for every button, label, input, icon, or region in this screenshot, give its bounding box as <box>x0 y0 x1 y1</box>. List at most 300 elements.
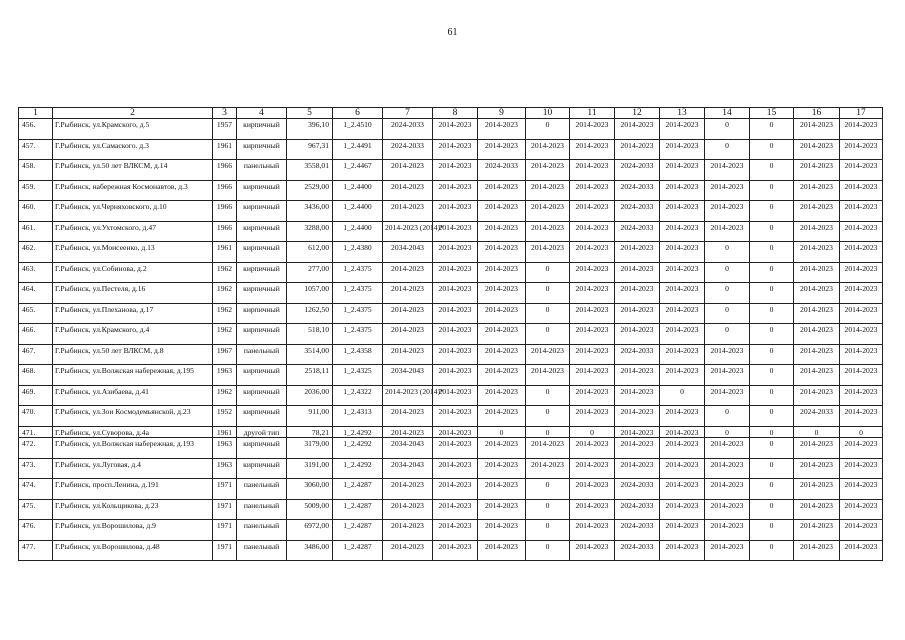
housing-register-table <box>18 107 883 561</box>
table-cell: 1_2.4375 <box>333 324 383 345</box>
table-cell: 2034-2043 <box>383 365 433 386</box>
table-cell: 2014-2023 <box>478 303 526 324</box>
table-row <box>19 180 883 201</box>
table-cell: 2014-2023 <box>478 479 526 500</box>
table-cell: 2014-2023 <box>705 499 750 520</box>
table-cell: 2014-2023 <box>660 344 705 365</box>
table-cell: 2014-2023 <box>478 385 526 406</box>
area-cell: 3179,00 <box>287 438 333 459</box>
table-cell: 2014-2023 <box>705 458 750 479</box>
table-cell: 2014-2023 <box>615 242 660 263</box>
table-cell: 2014-2023 <box>615 324 660 345</box>
table-cell: 2024-2033 <box>615 160 660 181</box>
table-body <box>19 119 883 561</box>
table-cell: кирпичный <box>237 201 287 222</box>
address-cell: Г.Рыбинск, ул.Черняховского, д.10 <box>53 201 213 222</box>
table-cell: кирпичный <box>237 385 287 406</box>
table-cell: 2014-2023 <box>433 520 478 541</box>
table-cell: 1967 <box>213 344 237 365</box>
table-row <box>19 540 883 561</box>
table-cell: 2014-2023 <box>794 160 840 181</box>
area-cell: 518,10 <box>287 324 333 345</box>
table-cell: 2014-2023 <box>794 139 840 160</box>
area-cell: 2036,00 <box>287 385 333 406</box>
table-cell: 0 <box>794 426 840 438</box>
table-cell: 2024-2033 <box>615 344 660 365</box>
column-header-11: 11 <box>570 108 615 119</box>
area-cell: 5009,00 <box>287 499 333 520</box>
column-header-15: 15 <box>750 108 794 119</box>
table-cell: 2014-2023 <box>794 344 840 365</box>
table-cell: 1962 <box>213 324 237 345</box>
table-row <box>19 201 883 222</box>
table-cell: 2014-2023 <box>660 180 705 201</box>
table-cell: 2014-2023 <box>433 303 478 324</box>
table-cell: панельный <box>237 344 287 365</box>
table-cell: 2014-2023 <box>660 438 705 459</box>
table-cell: 0 <box>526 479 570 500</box>
table-cell: 0 <box>705 242 750 263</box>
table-cell: 2014-2023 <box>570 540 615 561</box>
table-cell: панельный <box>237 520 287 541</box>
table-cell: 2014-2023 <box>478 283 526 304</box>
table-cell: 2014-2023 <box>526 180 570 201</box>
table-cell: 2014-2023 <box>570 160 615 181</box>
table-cell: 1971 <box>213 540 237 561</box>
column-header-14: 14 <box>705 108 750 119</box>
table-cell: 2014-2023 <box>840 221 883 242</box>
table-cell: 2014-2023 <box>478 365 526 386</box>
address-cell: Г.Рыбинск, ул.Пестеля, д.16 <box>53 283 213 304</box>
table-cell: 2014-2023 <box>526 221 570 242</box>
table-cell: 1962 <box>213 303 237 324</box>
table-cell: 2014-2023 <box>660 499 705 520</box>
table-cell: 2014-2023 <box>383 499 433 520</box>
table-cell: 1963 <box>213 365 237 386</box>
table-cell: 2014-2023 <box>840 458 883 479</box>
table-cell: 2014-2023 <box>794 499 840 520</box>
row-number-cell: 458. <box>19 160 53 181</box>
table-row <box>19 242 883 263</box>
address-cell: Г.Рыбинск, ул.Крамского, д.5 <box>53 119 213 140</box>
table-cell: 1957 <box>213 119 237 140</box>
table-cell: 2014-2023 <box>615 283 660 304</box>
address-cell: Г.Рыбинск, ул.Моисеенко, д.13 <box>53 242 213 263</box>
table-cell: 2014-2023 <box>433 540 478 561</box>
table-cell: 2024-2033 <box>615 221 660 242</box>
address-cell: Г.Рыбинск, ул.Волжская набережная, д.195 <box>53 365 213 386</box>
table-cell: 0 <box>750 283 794 304</box>
table-cell: 1971 <box>213 520 237 541</box>
table-cell: 2014-2023 <box>433 139 478 160</box>
table-cell: 2014-2023 <box>840 344 883 365</box>
table-cell: 2014-2023 <box>840 119 883 140</box>
area-cell: 1057,00 <box>287 283 333 304</box>
column-header-10: 10 <box>526 108 570 119</box>
table-cell: 2014-2023 <box>570 139 615 160</box>
table-cell: 2014-2023 <box>478 520 526 541</box>
table-cell: кирпичный <box>237 438 287 459</box>
table-cell: 2014-2023 <box>570 324 615 345</box>
table-cell: 2014-2023 <box>570 479 615 500</box>
row-number-cell: 477. <box>19 540 53 561</box>
table-cell: 2014-2023 <box>433 221 478 242</box>
table-cell: 2014-2023 <box>570 242 615 263</box>
table-cell: 2014-2023 <box>383 406 433 427</box>
table-cell: кирпичный <box>237 139 287 160</box>
table-cell: 2014-2023 <box>433 499 478 520</box>
table-cell: 2014-2023 <box>570 201 615 222</box>
table-cell: 2034-2043 <box>383 458 433 479</box>
table-cell: 0 <box>478 426 526 438</box>
area-cell: 612,00 <box>287 242 333 263</box>
table-cell: 1966 <box>213 221 237 242</box>
table-cell: 1_2.4380 <box>333 242 383 263</box>
column-header-8: 8 <box>433 108 478 119</box>
table-cell: 2014-2023 <box>478 201 526 222</box>
table-cell: 2014-2023 <box>660 458 705 479</box>
table-cell: 2014-2023 <box>615 458 660 479</box>
table-cell: 1_2.4292 <box>333 458 383 479</box>
table-row <box>19 499 883 520</box>
table-cell: 2014-2023 <box>840 540 883 561</box>
table-cell: 2014-2023 <box>570 458 615 479</box>
table-cell: 0 <box>750 324 794 345</box>
table-cell: 1971 <box>213 499 237 520</box>
table-cell: 2014-2023 <box>526 160 570 181</box>
table-cell: 1962 <box>213 283 237 304</box>
row-number-cell: 463. <box>19 262 53 283</box>
table-cell: 0 <box>750 406 794 427</box>
table-cell: 2014-2023 <box>570 406 615 427</box>
table-cell: 2014-2023 <box>383 426 433 438</box>
table-cell: 2014-2023 <box>570 385 615 406</box>
table-cell: 2014-2023 <box>660 540 705 561</box>
table-cell: 2014-2023 <box>660 119 705 140</box>
table-cell: 2014-2023 <box>478 344 526 365</box>
table-cell: 1_2.4400 <box>333 201 383 222</box>
table-cell: кирпичный <box>237 365 287 386</box>
table-cell: 2024-2033 <box>615 180 660 201</box>
table-cell: 2014-2023 <box>478 119 526 140</box>
address-cell: Г.Рыбинск, ул.Собинова, д.2 <box>53 262 213 283</box>
table-cell: 2014-2023 <box>383 201 433 222</box>
row-number-cell: 468. <box>19 365 53 386</box>
area-cell: 3514,00 <box>287 344 333 365</box>
table-cell: 0 <box>526 283 570 304</box>
table-row <box>19 406 883 427</box>
table-cell: 2014-2023 <box>526 201 570 222</box>
table-cell: 2024-2033 <box>615 201 660 222</box>
row-number-cell: 471. <box>19 426 53 438</box>
table-row <box>19 458 883 479</box>
table-cell: 1_2.4292 <box>333 438 383 459</box>
table-cell: 0 <box>705 119 750 140</box>
table-cell: 2014-2023 <box>570 283 615 304</box>
table-cell: 2014-2023 <box>570 344 615 365</box>
table-cell: 2014-2023 <box>705 344 750 365</box>
table-row <box>19 344 883 365</box>
table-cell: 1_2.4375 <box>333 262 383 283</box>
table-cell: 0 <box>526 540 570 561</box>
table-cell: 2014-2023 <box>615 262 660 283</box>
table-cell: 2014-2023 <box>478 139 526 160</box>
table-row <box>19 324 883 345</box>
table-cell: 0 <box>526 119 570 140</box>
table-cell: 2014-2023 <box>570 520 615 541</box>
table-cell: 1_2.4287 <box>333 520 383 541</box>
table-cell: 0 <box>526 385 570 406</box>
table-cell: 0 <box>705 283 750 304</box>
row-number-cell: 472. <box>19 438 53 459</box>
address-cell: Г.Рыбинск, ул.Самаского. д.3 <box>53 139 213 160</box>
table-row <box>19 385 883 406</box>
address-cell: Г.Рыбинск, ул.Крамского, д.4 <box>53 324 213 345</box>
table-cell: 2014-2023 (2014)* <box>383 385 433 406</box>
table-cell: 2014-2023 <box>526 242 570 263</box>
address-cell: Г.Рыбинск, просп.Ленина, д.191 <box>53 479 213 500</box>
table-cell: 1966 <box>213 180 237 201</box>
table-cell: 2014-2023 <box>794 119 840 140</box>
table-cell: 2014-2023 <box>433 283 478 304</box>
area-cell: 78,21 <box>287 426 333 438</box>
table-cell: 1_2.4358 <box>333 344 383 365</box>
table-cell: кирпичный <box>237 119 287 140</box>
table-row <box>19 119 883 140</box>
table-cell: 2014-2023 <box>615 406 660 427</box>
table-cell: панельный <box>237 499 287 520</box>
table-cell: 2014-2023 <box>705 365 750 386</box>
table-row <box>19 283 883 304</box>
table-cell: кирпичный <box>237 458 287 479</box>
table-cell: 2014-2023 <box>794 221 840 242</box>
area-cell: 2529,00 <box>287 180 333 201</box>
table-cell: 2014-2023 <box>840 180 883 201</box>
table-cell: 2014-2023 <box>840 365 883 386</box>
row-number-cell: 460. <box>19 201 53 222</box>
column-header-13: 13 <box>660 108 705 119</box>
table-cell: 2014-2023 <box>840 385 883 406</box>
table-cell: 2014-2023 <box>433 406 478 427</box>
table-cell: 2014-2023 <box>840 160 883 181</box>
area-cell: 3060,00 <box>287 479 333 500</box>
address-cell: Г.Рыбинск, ул.Ворошилова, д.48 <box>53 540 213 561</box>
row-number-cell: 475. <box>19 499 53 520</box>
table-cell: 0 <box>705 324 750 345</box>
table-cell: 2014-2023 (2014)* <box>383 221 433 242</box>
table-cell: 0 <box>705 139 750 160</box>
area-cell: 3558,01 <box>287 160 333 181</box>
table-cell: кирпичный <box>237 242 287 263</box>
table-cell: 0 <box>526 520 570 541</box>
table-cell: 0 <box>705 426 750 438</box>
table-cell: 2014-2023 <box>433 365 478 386</box>
table-cell: 2014-2023 <box>383 262 433 283</box>
column-header-row <box>19 108 883 119</box>
table-cell: 2024-2033 <box>383 139 433 160</box>
table-cell: 2014-2023 <box>660 479 705 500</box>
table-cell: 0 <box>526 499 570 520</box>
table-cell: 2014-2023 <box>840 438 883 459</box>
table-cell: 2014-2023 <box>433 262 478 283</box>
table-cell: 1963 <box>213 458 237 479</box>
table-cell: 0 <box>750 119 794 140</box>
address-cell: Г.Рыбинск, ул.Волжская набережная, д.193 <box>53 438 213 459</box>
table-cell: 2014-2023 <box>478 262 526 283</box>
address-cell: Г.Рыбинск, ул.Ворошилова, д.9 <box>53 520 213 541</box>
area-cell: 911,00 <box>287 406 333 427</box>
table-row <box>19 438 883 459</box>
table-cell: 2014-2023 <box>660 406 705 427</box>
row-number-cell: 473. <box>19 458 53 479</box>
table-row <box>19 139 883 160</box>
table-cell: 2014-2023 <box>433 458 478 479</box>
table-cell: 0 <box>750 201 794 222</box>
table-cell: кирпичный <box>237 324 287 345</box>
area-cell: 277,00 <box>287 262 333 283</box>
table-cell: 2014-2023 <box>705 540 750 561</box>
table-cell: 0 <box>750 160 794 181</box>
table-cell: панельный <box>237 160 287 181</box>
table-cell: 2014-2023 <box>705 160 750 181</box>
table-cell: 2014-2023 <box>660 324 705 345</box>
table-cell: 2014-2023 <box>433 426 478 438</box>
table-cell: 0 <box>750 499 794 520</box>
table-cell: 2014-2023 <box>383 180 433 201</box>
table-cell: 2014-2023 <box>433 344 478 365</box>
table-cell: 2014-2023 <box>570 180 615 201</box>
column-header-7: 7 <box>383 108 433 119</box>
table-cell: 2014-2023 <box>840 520 883 541</box>
table-cell: 1966 <box>213 201 237 222</box>
table-row <box>19 160 883 181</box>
table-cell: 2014-2023 <box>840 283 883 304</box>
table-cell: 2024-2033 <box>615 479 660 500</box>
table-cell: 2014-2023 <box>840 406 883 427</box>
table-cell: 2014-2023 <box>705 520 750 541</box>
table-cell: 0 <box>750 242 794 263</box>
table-cell: 1966 <box>213 160 237 181</box>
table-cell: 1_2.4400 <box>333 180 383 201</box>
table-cell: 2014-2023 <box>383 160 433 181</box>
table-cell: 2014-2023 <box>383 324 433 345</box>
table-cell: 2014-2023 <box>383 520 433 541</box>
table-cell: 2014-2023 <box>840 303 883 324</box>
table-cell: 2014-2023 <box>615 119 660 140</box>
table-row <box>19 426 883 438</box>
table-cell: 2014-2023 <box>526 139 570 160</box>
address-cell: Г.Рыбинск, ул.50 лет ВЛКСМ, д.8 <box>53 344 213 365</box>
table-cell: 2014-2023 <box>794 458 840 479</box>
table-cell: 2014-2023 <box>526 438 570 459</box>
table-cell: 2014-2023 <box>794 520 840 541</box>
table-cell: 1971 <box>213 479 237 500</box>
table-cell: 1_2.4287 <box>333 499 383 520</box>
table-row <box>19 479 883 500</box>
area-cell: 3288,00 <box>287 221 333 242</box>
address-cell: Г.Рыбинск, ул.50 лет ВЛКСМ, д.14 <box>53 160 213 181</box>
table-cell: 2014-2023 <box>705 438 750 459</box>
table-cell: 2014-2023 <box>840 324 883 345</box>
address-cell: Г.Рыбинск, ул.Луговая, д.4 <box>53 458 213 479</box>
row-number-cell: 465. <box>19 303 53 324</box>
table-cell: 2014-2023 <box>433 242 478 263</box>
table-cell: 2014-2023 <box>526 458 570 479</box>
table-cell: 2014-2023 <box>794 385 840 406</box>
table-cell: 2014-2023 <box>433 119 478 140</box>
table-cell: 1_2.4375 <box>333 303 383 324</box>
table-cell: 2014-2023 <box>478 540 526 561</box>
table-cell: 2014-2023 <box>478 406 526 427</box>
table-cell: 2014-2023 <box>660 365 705 386</box>
table-cell: 2014-2023 <box>615 385 660 406</box>
table-cell: 0 <box>526 324 570 345</box>
table-cell: 2014-2023 <box>526 365 570 386</box>
row-number-cell: 470. <box>19 406 53 427</box>
table-cell: 2014-2023 <box>794 365 840 386</box>
table-cell: 2014-2023 <box>615 438 660 459</box>
table-cell: 1962 <box>213 385 237 406</box>
column-header-1: 1 <box>19 108 53 119</box>
table-cell: 1_2.4292 <box>333 426 383 438</box>
table-cell: 0 <box>750 221 794 242</box>
area-cell: 3436,00 <box>287 201 333 222</box>
table-cell: 2014-2023 <box>478 438 526 459</box>
table-cell: 2014-2023 <box>433 160 478 181</box>
table-cell: 2014-2023 <box>705 479 750 500</box>
table-cell: 1_2.4491 <box>333 139 383 160</box>
address-cell: Г.Рыбинск, ул.Ухтомского, д.47 <box>53 221 213 242</box>
column-header-3: 3 <box>213 108 237 119</box>
table-cell: 1962 <box>213 262 237 283</box>
area-cell: 396,10 <box>287 119 333 140</box>
table-cell: 1_2.4400 <box>333 221 383 242</box>
table-cell: 1_2.4287 <box>333 479 383 500</box>
table-cell: 2014-2023 <box>383 540 433 561</box>
row-number-cell: 469. <box>19 385 53 406</box>
row-number-cell: 461. <box>19 221 53 242</box>
row-number-cell: 457. <box>19 139 53 160</box>
row-number-cell: 456. <box>19 119 53 140</box>
table-cell: панельный <box>237 479 287 500</box>
table-cell: 2014-2023 <box>478 324 526 345</box>
table-cell: 0 <box>705 406 750 427</box>
table-cell: 2014-2023 <box>433 479 478 500</box>
table-cell: 2014-2023 <box>478 180 526 201</box>
table-cell: 2014-2023 <box>660 139 705 160</box>
table-cell: 2014-2023 <box>794 242 840 263</box>
table-cell: кирпичный <box>237 262 287 283</box>
row-number-cell: 474. <box>19 479 53 500</box>
table-cell: 2014-2023 <box>794 303 840 324</box>
area-cell: 967,31 <box>287 139 333 160</box>
table-cell: 2014-2023 <box>433 438 478 459</box>
page-number: 61 <box>447 27 458 38</box>
table-cell: 0 <box>526 303 570 324</box>
column-header-5: 5 <box>287 108 333 119</box>
table-cell: панельный <box>237 540 287 561</box>
column-header-16: 16 <box>794 108 840 119</box>
table-cell: 2014-2023 <box>615 303 660 324</box>
table-cell: 1_2.4375 <box>333 283 383 304</box>
area-cell: 3191,00 <box>287 458 333 479</box>
table-cell: 2014-2023 <box>570 221 615 242</box>
table-cell: 2014-2023 <box>660 262 705 283</box>
table-cell: 2014-2023 <box>478 499 526 520</box>
table-cell: 0 <box>750 438 794 459</box>
column-header-17: 17 <box>840 108 883 119</box>
address-cell: Г.Рыбинск, ул.Плеханова, д.17 <box>53 303 213 324</box>
